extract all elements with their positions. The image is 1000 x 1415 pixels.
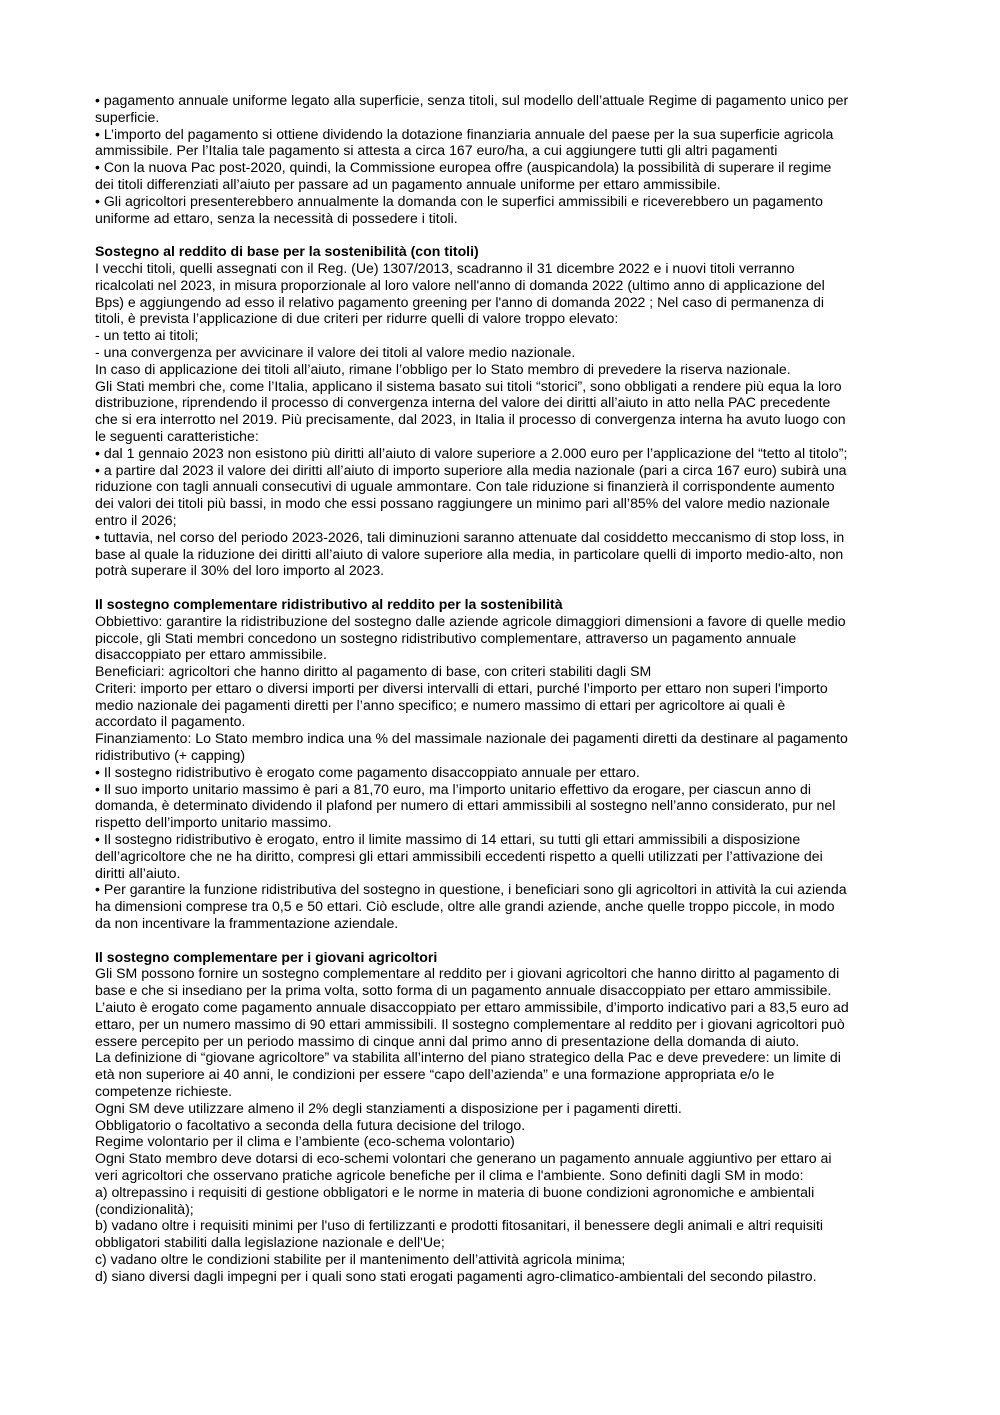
text-line: distribuzione, riprendendo il processo di convergenza interna del valore dei diritti all’aiuto in atto nella PAC precedente bbox=[95, 394, 831, 411]
text-line: Ogni SM deve utilizzare almeno il 2% degli stanziamenti a disposizione per i pagamenti diretti. bbox=[95, 1099, 682, 1116]
text-line: c) vadano oltre le condizioni stabilite per il mantenimento dell’attività agricola minima; bbox=[95, 1250, 626, 1267]
text-line: Obbligatorio o facoltativo a seconda della futura decisione del trilogo. bbox=[95, 1116, 526, 1133]
text-line: domanda, è determinato dividendo il plafond per numero di ettari ammissibili al sostegno nell’anno considerato, pur nel bbox=[95, 797, 836, 814]
text-line: Ogni Stato membro deve dotarsi di eco-schemi volontari che generano un pagamento annuale aggiuntivo per ettaro ai bbox=[95, 1150, 832, 1167]
text-line: disaccoppiato per ettaro ammissibile. bbox=[95, 646, 327, 663]
text-line: Criteri: importo per ettaro o diversi importi per diversi intervalli di ettari, purché l’importo per ettaro non superi l'importo bbox=[95, 679, 828, 696]
text-line: - una convergenza per avvicinare il valore dei titoli al valore medio nazionale. bbox=[95, 343, 576, 360]
section bbox=[95, 579, 906, 932]
text-line: Finanziamento: Lo Stato membro indica una % del massimale nazionale dei pagamenti diretti da destinare al pagamento bbox=[95, 730, 848, 747]
paragraph-gap bbox=[95, 932, 906, 949]
text-line: Bps) e aggiungendo ad esso il relativo pagamento greening per l'anno di domanda 2022 ; Nel caso di permanenza di bbox=[95, 293, 825, 310]
text-line: titoli, è prevista l’applicazione di due criteri per ridurre quelli di valore troppo elevato: bbox=[95, 310, 619, 327]
paragraph-gap bbox=[95, 579, 906, 596]
text-line: Beneficiari: agricoltori che hanno diritto al pagamento di base, con criteri stabiliti dagli SM bbox=[95, 663, 652, 680]
section bbox=[95, 932, 906, 1285]
text-line: età non superiore ai 40 anni, le condizioni per essere “capo dell’azienda” e una formazione appropriata e/o le bbox=[95, 1066, 775, 1083]
text-line: • Il suo importo unitario massimo è pari a 81,70 euro, ma l’importo unitario effettivo da erogare, per ciascun anno di bbox=[95, 780, 812, 797]
paragraph-gap bbox=[95, 226, 906, 243]
text-line: riduzione con tagli annuali consecutivi di uguale ammontare. Con tale riduzione si finanzierà il corrispondente aumento bbox=[95, 478, 835, 495]
text-line: • Il sostegno ridistributivo è erogato, entro il limite massimo di 14 ettari, su tutti gli ettari ammissibili a disposizione bbox=[95, 831, 801, 848]
text-line: rispetto dell’importo unitario massimo. bbox=[95, 814, 332, 831]
section-heading: Il sostegno complementare per i giovani agricoltori bbox=[95, 948, 438, 965]
text-line: In caso di applicazione dei titoli all’aiuto, rimane l’obbligo per lo Stato membro di prevedere la riserva nazionale. bbox=[95, 360, 791, 377]
text-line: ricalcolati nel 2023, in misura proporzionale al loro valore nell'anno di domanda 2022 (ultimo anno di applicazione del bbox=[95, 276, 825, 293]
text-line: • Gli agricoltori presenterebbero annualmente la domanda con le superfici ammissibili e riceverebbero un pagamento bbox=[95, 192, 824, 209]
text-line: • pagamento annuale uniforme legato alla superficie, senza titoli, sul modello dell’attuale Regime di pagamento unico per bbox=[95, 92, 849, 108]
text-line: I vecchi titoli, quelli assegnati con il Reg. (Ue) 1307/2013, scadranno il 31 dicembre 2022 e i nuovi titoli verranno bbox=[95, 259, 795, 276]
section-heading: Il sostegno complementare ridistributivo al reddito per la sostenibilità bbox=[95, 595, 563, 612]
text-line: b) vadano oltre i requisiti minimi per l'uso di fertilizzanti e prodotti fitosanitari, il benessere degli animali e altri requisiti bbox=[95, 1217, 824, 1234]
text-line: entro il 2026; bbox=[95, 511, 177, 528]
text-line: dell’agricoltore che ne ha diritto, compresi gli ettari ammissibili eccedenti rispetto a quelli utilizzati per l’attivazione dei bbox=[95, 847, 823, 864]
text-line: Obbiettivo: garantire la ridistribuzione del sostegno dalle aziende agricole dimaggiori dimensioni a favore di quelle medio bbox=[95, 612, 846, 629]
text-line: medio nazionale dei pagamenti diretti per l’anno specifico; e numero massimo di ettari per agricoltore ai quali è bbox=[95, 696, 786, 713]
text-line: • L’importo del pagamento si ottiene dividendo la dotazione finanziaria annuale del paese per la sua superficie agricola bbox=[95, 125, 834, 142]
text-line: essere percepito per un periodo massimo di cinque anni dal primo anno di presentazione della domanda di aiuto. bbox=[95, 1032, 800, 1049]
text-line: ha dimensioni comprese tra 0,5 e 50 ettari. Ciò esclude, oltre alle grandi aziende, anche quelle troppo piccole, in modo bbox=[95, 898, 835, 915]
text-line: • Per garantire la funzione ridistributiva del sostegno in questione, i beneficiari sono gli agricoltori in attività la cui azienda bbox=[95, 881, 847, 898]
text-line: a) oltrepassino i requisiti di gestione obbligatori e le norme in materia di buone condizioni agronomiche e ambientali bbox=[95, 1183, 815, 1200]
text-line: piccole, gli Stati membri concedono un sostegno ridistributivo complementare, attraverso un pagamento annuale bbox=[95, 629, 797, 646]
text-line: uniforme ad ettaro, senza la necessità di possedere i titoli. bbox=[95, 209, 458, 226]
text-line: L’aiuto è erogato come pagamento annuale disaccoppiato per ettaro ammissibile, d’importo indicativo pari a 83,5 euro ad bbox=[95, 999, 849, 1016]
text-line: che si era interrotto nel 2019. Più precisamente, dal 2023, in Italia il processo di convergenza interna ha avuto luogo con bbox=[95, 411, 846, 428]
text-line: accordato il pagamento. bbox=[95, 713, 246, 730]
text-line: d) siano diversi dagli impegni per i quali sono stati erogati pagamenti agro-climatico-ambientali del secondo pilastro. bbox=[95, 1267, 817, 1284]
text-line: dei titoli differenziati all’aiuto per passare ad un pagamento annuale uniforme per ettaro ammissibile. bbox=[95, 175, 721, 192]
text-line: superficie. bbox=[95, 108, 160, 125]
text-line: obbligatori stabiliti dalla legislazione nazionale e dell'Ue; bbox=[95, 1234, 445, 1251]
text-line: • a partire dal 2023 il valore dei diritti all’aiuto di importo superiore alla media nazionale (pari a circa 167 euro) subirà una bbox=[95, 461, 847, 478]
text-line: da non incentivare la frammentazione aziendale. bbox=[95, 915, 399, 932]
text-line: competenze richieste. bbox=[95, 1083, 233, 1100]
text-line: (condizionalità); bbox=[95, 1200, 194, 1217]
text-line: base al quale la riduzione dei diritti all’aiuto di valore superiore alla media, in particolare quelli di importo medio-alto, non bbox=[95, 545, 844, 562]
text-line: • tuttavia, nel corso del periodo 2023-2026, tali diminuzioni saranno attenuate dal cosiddetto meccanismo di stop loss, in bbox=[95, 528, 845, 545]
text-line: base e che si insediano per la prima volta, sotto forma di un pagamento annuale disaccoppiato per ettaro ammissibile. bbox=[95, 982, 832, 999]
text-line: ridistributivo (+ capping) bbox=[95, 747, 246, 764]
text-line: • Con la nuova Pac post-2020, quindi, la Commissione europea offre (auspicandola) la possibilità di superare il regime bbox=[95, 159, 832, 176]
text-line: ammissibile. Per l’Italia tale pagamento si attesta a circa 167 euro/ha, a cui aggiungere tutti gli altri pagamenti bbox=[95, 142, 778, 159]
section bbox=[95, 92, 906, 226]
text-line: Gli SM possono fornire un sostegno complementare al reddito per i giovani agricoltori che hanno diritto al pagamento di bbox=[95, 965, 840, 982]
text-line: - un tetto ai titoli; bbox=[95, 327, 199, 344]
section-heading: Sostegno al reddito di base per la sostenibilità (con titoli) bbox=[95, 243, 479, 260]
text-line: diritti all’aiuto. bbox=[95, 864, 181, 881]
section bbox=[95, 226, 906, 579]
text-line: ettaro, per un numero massimo di 90 ettari ammissibili. Il sostegno complementare al reddito per i giovani agricoltori può bbox=[95, 1015, 845, 1032]
text-line: Regime volontario per il clima e l’ambiente (eco-schema volontario) bbox=[95, 1133, 515, 1150]
text-line: le seguenti caratteristiche: bbox=[95, 427, 259, 444]
text-line: Gli Stati membri che, come l’Italia, applicano il sistema basato sui titoli “storici”, sono obbligati a rendere più equa la loro bbox=[95, 377, 842, 394]
text-line: potrà superare il 30% del loro importo al 2023. bbox=[95, 562, 385, 579]
text-line: • dal 1 gennaio 2023 non esistono più diritti all’aiuto di valore superiore a 2.000 euro per l’applicazione del “tetto al titolo”; bbox=[95, 444, 848, 461]
text-line: • Il sostegno ridistributivo è erogato come pagamento disaccoppiato annuale per ettaro. bbox=[95, 763, 640, 780]
text-line: La definizione di “giovane agricoltore” va stabilita all’interno del piano strategico della Pac e deve prevedere: un limite di bbox=[95, 1049, 841, 1066]
text-line: dei valori dei titoli più bassi, in modo che essi possano raggiungere un minimo pari all’85% del valore medio nazionale bbox=[95, 495, 830, 512]
text-line: veri agricoltori che osservano pratiche agricole benefiche per il clima e l'ambiente. Sono definiti dagli SM in modo: bbox=[95, 1167, 804, 1183]
